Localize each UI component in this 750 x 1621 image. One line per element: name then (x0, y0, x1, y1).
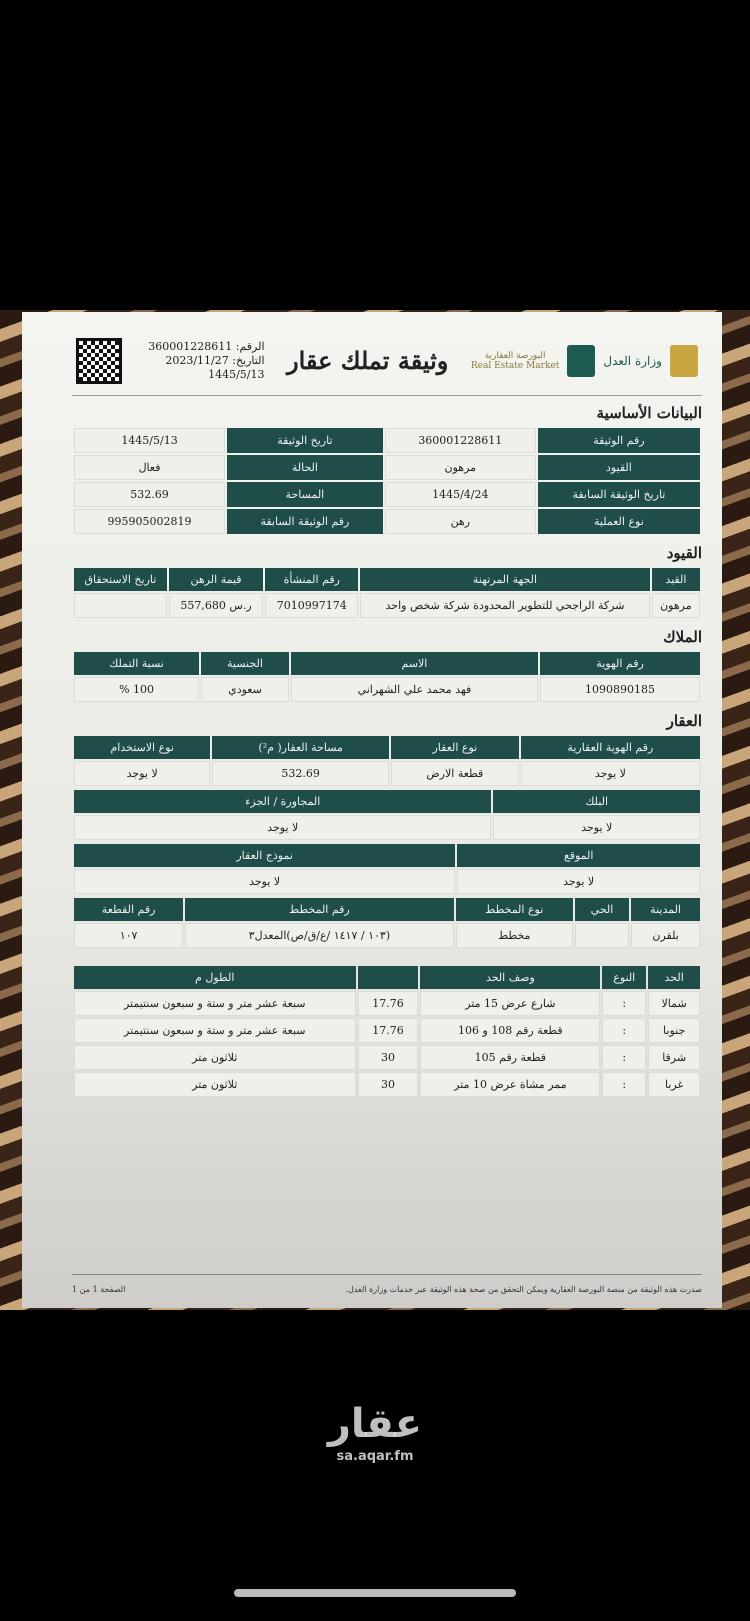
header-cell: الحي (575, 898, 629, 921)
qr-code (76, 338, 122, 384)
header-cell: مساحة العقار( م²) (212, 736, 389, 759)
header-cell: رقم المخطط (185, 898, 453, 921)
value-cell: 30 (358, 1072, 419, 1097)
table-row (74, 509, 700, 534)
section-restrictions: القيود (666, 544, 702, 562)
header-cell: رقم القطعة (74, 898, 183, 921)
value-cell: شركة الراجحي للتطوير المحدودة شركة شخص واحد (360, 593, 649, 618)
value-cell: 995905002819 (74, 509, 225, 534)
section-owners: الملاك (663, 628, 702, 646)
label-cell: القيود (538, 455, 700, 480)
header-row (74, 736, 700, 759)
header-cell: المدينة (631, 898, 700, 921)
value-cell: غربا (648, 1072, 700, 1097)
value-cell: لا يوجد (74, 815, 491, 840)
table-row (74, 482, 700, 507)
value-cell: لا يوجد (74, 761, 210, 786)
header-cell: القيد (652, 568, 700, 591)
market-logo-en: Real Estate Market (470, 360, 560, 371)
property-table-2 (72, 788, 702, 842)
value-cell: قطعة الارض (391, 761, 519, 786)
label-cell: نوع العملية (538, 509, 700, 534)
value-cell: ثلاثون متر (74, 1045, 356, 1070)
value-cell: 532.69 (212, 761, 389, 786)
value-cell: 1090890185 (540, 677, 700, 702)
value-cell: لا يوجد (74, 869, 455, 894)
value-cell: لا يوجد (521, 761, 700, 786)
value-cell: ١٠٧ (74, 923, 183, 948)
table-row (74, 923, 700, 948)
value-cell: قطعة رقم 108 و 106 (420, 1018, 600, 1043)
value-cell: شرقا (648, 1045, 700, 1070)
value-cell: ر.س 557,680 (169, 593, 263, 618)
table-row (74, 1045, 700, 1070)
header-cell: نوع المخطط (456, 898, 573, 921)
value-cell: ممر مشاة عرض 10 متر (420, 1072, 600, 1097)
table-row (74, 428, 700, 453)
value-cell: (١٠٣ / ١٤١٧ /ع/ق/ص)المعدل٣ (185, 923, 453, 948)
value-cell: لا يوجد (493, 815, 700, 840)
header-cell: الحد (648, 966, 700, 989)
footer (72, 1274, 702, 1294)
value-cell: 100 % (74, 677, 199, 702)
doc-number: 360001228611 (148, 339, 233, 353)
label-cell: تاريخ الوثيقة (227, 428, 383, 453)
watermark-url: sa.aqar.fm (336, 1449, 414, 1464)
value-cell: : (602, 991, 646, 1016)
page-number: الصفحة 1 من 1 (72, 1285, 126, 1294)
home-indicator[interactable] (234, 1589, 516, 1597)
header-cell: وصف الحد (420, 966, 600, 989)
value-cell: سبعة عشر متر و ستة و سبعون سنتيمتر (74, 1018, 356, 1043)
label-cell: المساحة (227, 482, 383, 507)
table-row (74, 815, 700, 840)
value-cell: 532.69 (74, 482, 225, 507)
ministry-logo: وزارة العدل (603, 353, 662, 368)
date-label: التاريخ: (232, 353, 265, 367)
header-cell: الاسم (291, 652, 538, 675)
table-row (74, 991, 700, 1016)
header-cell: الجنسية (201, 652, 289, 675)
table-row (74, 1018, 700, 1043)
market-logo-icon (567, 345, 595, 377)
document-header (72, 326, 702, 396)
label-cell: الحالة (227, 455, 383, 480)
header-cell: نسبة التملك (74, 652, 199, 675)
header-row (74, 568, 700, 591)
value-cell: مرهون (385, 455, 536, 480)
document-meta (145, 340, 265, 382)
header-cell: المجاورة / الجزء (74, 790, 491, 813)
table-row (74, 593, 700, 618)
basic-table (72, 426, 702, 536)
value-cell: جنوبا (648, 1018, 700, 1043)
header-row (74, 966, 700, 989)
value-cell (74, 593, 167, 618)
header-row (74, 844, 700, 867)
header-cell: نوع الاستخدام (74, 736, 210, 759)
market-logo-ar: البورصة العقارية (484, 350, 546, 361)
value-cell: سبعة عشر متر و ستة و سبعون سنتيمتر (74, 991, 356, 1016)
logos (471, 345, 698, 377)
footer-note: صدرت هذه الوثيقة من منصة البورصة العقارية ويمكن التحقق من صحة هذه الوثيقة عبر خدمات وزارة العدل. (345, 1285, 702, 1294)
label-cell: تاريخ الوثيقة السابقة (538, 482, 700, 507)
value-cell: رهن (385, 509, 536, 534)
header-cell: الموقع (457, 844, 700, 867)
header-cell: نوع العقار (391, 736, 519, 759)
header-cell: نموذج العقار (74, 844, 455, 867)
watermark (0, 1400, 750, 1466)
value-cell: 30 (358, 1045, 419, 1070)
value-cell: : (602, 1045, 646, 1070)
doc-date-hijri: 1445/5/13 (208, 367, 265, 381)
value-cell (575, 923, 629, 948)
watermark-logo: عقار (327, 1401, 423, 1447)
table-row (74, 455, 700, 480)
value-cell: فهد محمد علي الشهراني (291, 677, 538, 702)
value-cell: 17.76 (358, 991, 419, 1016)
value-cell: 1445/5/13 (74, 428, 225, 453)
header-cell: الجهة المرتهنة (360, 568, 649, 591)
header-cell: النوع (602, 966, 646, 989)
number-label: الرقم: (235, 339, 265, 353)
restrictions-table (72, 566, 702, 620)
value-cell: بلقرن (631, 923, 700, 948)
value-cell: 17.76 (358, 1018, 419, 1043)
page-title: وثيقة تملك عقار (287, 346, 449, 375)
value-cell: مرهون (652, 593, 700, 618)
value-cell: قطعة رقم 105 (420, 1045, 600, 1070)
label-cell: رقم الوثيقة (538, 428, 700, 453)
header-row (74, 898, 700, 921)
owners-table (72, 650, 702, 704)
value-cell: شارع عرض 15 متر (420, 991, 600, 1016)
emblem-icon (670, 345, 698, 377)
bounds-table (72, 964, 702, 1099)
header-cell: تاريخ الاستحقاق (74, 568, 167, 591)
value-cell: سعودي (201, 677, 289, 702)
label-cell: رقم الوثيقة السابقة (227, 509, 383, 534)
value-cell: ثلاثون متر (74, 1072, 356, 1097)
value-cell: فعال (74, 455, 225, 480)
header-cell: رقم الهوية العقارية (521, 736, 700, 759)
header-row (74, 652, 700, 675)
value-cell: : (602, 1018, 646, 1043)
header-cell (358, 966, 419, 989)
header-cell: الطول م (74, 966, 356, 989)
section-property: العقار (666, 712, 702, 730)
table-row (74, 1072, 700, 1097)
value-cell: لا يوجد (457, 869, 700, 894)
document-page (22, 312, 722, 1308)
value-cell: 1445/4/24 (385, 482, 536, 507)
value-cell: 7010997174 (265, 593, 358, 618)
value-cell: 360001228611 (385, 428, 536, 453)
property-table-4 (72, 896, 702, 950)
value-cell: مخطط (456, 923, 573, 948)
table-row (74, 869, 700, 894)
value-cell: شمالا (648, 991, 700, 1016)
header-row (74, 790, 700, 813)
section-basic: البيانات الأساسية (596, 404, 702, 422)
header-cell: رقم المنشأة (265, 568, 358, 591)
table-row (74, 761, 700, 786)
value-cell: : (602, 1072, 646, 1097)
table-row (74, 677, 700, 702)
property-table-3 (72, 842, 702, 896)
doc-date-gregorian: 2023/11/27 (165, 353, 229, 367)
header-cell: قيمة الرهن (169, 568, 263, 591)
property-table-1 (72, 734, 702, 788)
header-cell: البلك (493, 790, 700, 813)
header-cell: رقم الهوية (540, 652, 700, 675)
